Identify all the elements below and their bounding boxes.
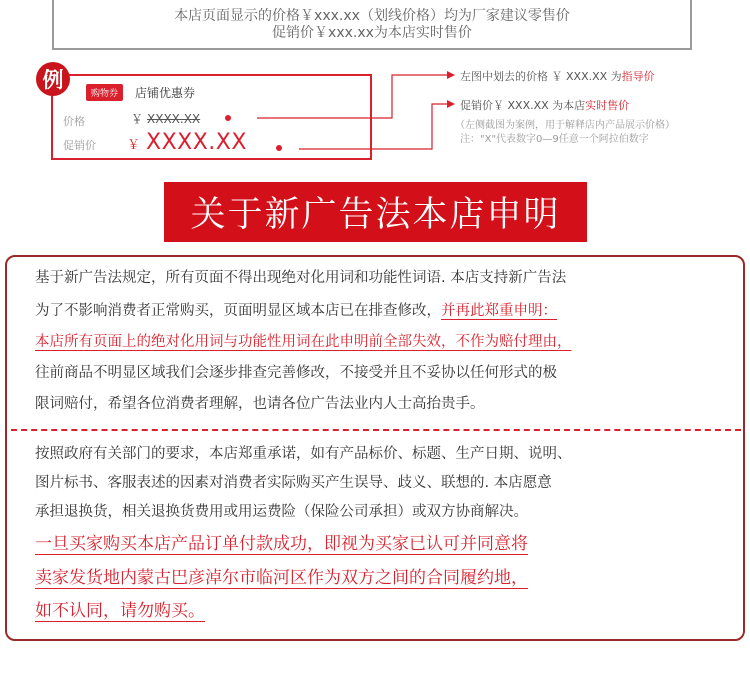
price-yen: ￥	[131, 112, 144, 126]
promo-value: XXXX.XX	[146, 130, 247, 155]
page-title: 关于新广告法本店申明	[164, 182, 587, 242]
top-notice-line2: 促销价￥xxx.xx为本店实时售价	[272, 25, 472, 41]
price-label: 价格	[63, 115, 85, 128]
coupon-label: 店铺优惠券	[135, 86, 196, 100]
note-example-explanation: （左侧截图为案例，用于解释店内产品展示价格）	[455, 120, 675, 131]
callout-line-1	[257, 75, 447, 118]
note1-red: 指导价	[621, 70, 655, 83]
s2-line2: 图片标书、客服表述的因素对消费者实际购买产生误导、歧义、联想的. 本店愿意	[35, 475, 552, 491]
s1-line2	[35, 299, 557, 320]
example-badge: 例	[36, 62, 70, 96]
s1-line2-red: 并再此郑重申明：	[441, 303, 557, 319]
s1-line3	[35, 330, 572, 351]
price-strike-value: XXXX.XX	[147, 112, 201, 126]
note2-red: 实时售价	[585, 99, 630, 112]
callout-arrow-1	[447, 71, 455, 79]
section-divider	[11, 429, 741, 431]
s2-line3: 承担退换货，相关退换货费用或用运费险（保险公司承担）或双方协商解决。	[35, 504, 528, 520]
note2-prefix: 促销价￥ XXX.XX 为本店	[460, 99, 586, 112]
callout-arrow-2	[447, 100, 455, 108]
s1-line2-plain: 为了不影响消费者正常购买，页面明显区域本店已在排查修改，	[35, 303, 441, 319]
statement-box	[5, 255, 745, 641]
coupon-tag: 购物券	[86, 84, 123, 101]
note1-prefix: 左图中划去的价格 ￥ XXX.XX 为	[460, 70, 622, 83]
s1-line4: 往前商品不明显区域我们会逐步排查完善修改，不接受并且不妥协以任何形式的极	[35, 365, 557, 381]
s1-line3-red: 本店所有页面上的绝对化用词与功能性用词在此申明前全部失效，不作为赔付理由，	[35, 334, 572, 350]
note-promo-price	[460, 97, 629, 113]
s1-line5: 限词赔付，希望各位消费者理解，也请各位广告法业内人士高抬贵手。	[35, 396, 485, 412]
s2-red-line2: 卖家发货地内蒙古巴彦淖尔市临河区作为双方之间的合同履约地，	[35, 568, 528, 588]
s2-line1: 按照政府有关部门的要求，本店郑重承诺，如有产品标价、标题、生产日期、说明、	[35, 446, 572, 462]
note-x-meaning: 注："X"代表数字0—9任意一个阿拉伯数字	[460, 134, 649, 145]
promo-label: 促销价	[63, 139, 96, 152]
top-notice-line1: 本店页面显示的价格￥xxx.xx（划线价格）均为厂家建议零售价	[174, 8, 570, 24]
note-guide-price	[460, 68, 655, 84]
s2-red-line1: 一旦买家购买本店产品订单付款成功，即视为买家已认可并同意将	[35, 534, 528, 554]
s2-red-line3: 如不认同，请勿购买。	[35, 601, 205, 621]
callout-line-2	[299, 104, 447, 149]
promo-yen: ￥	[127, 138, 141, 153]
s1-line1: 基于新广告法规定，所有页面不得出现绝对化用词和功能性词语. 本店支持新广告法	[35, 270, 567, 286]
